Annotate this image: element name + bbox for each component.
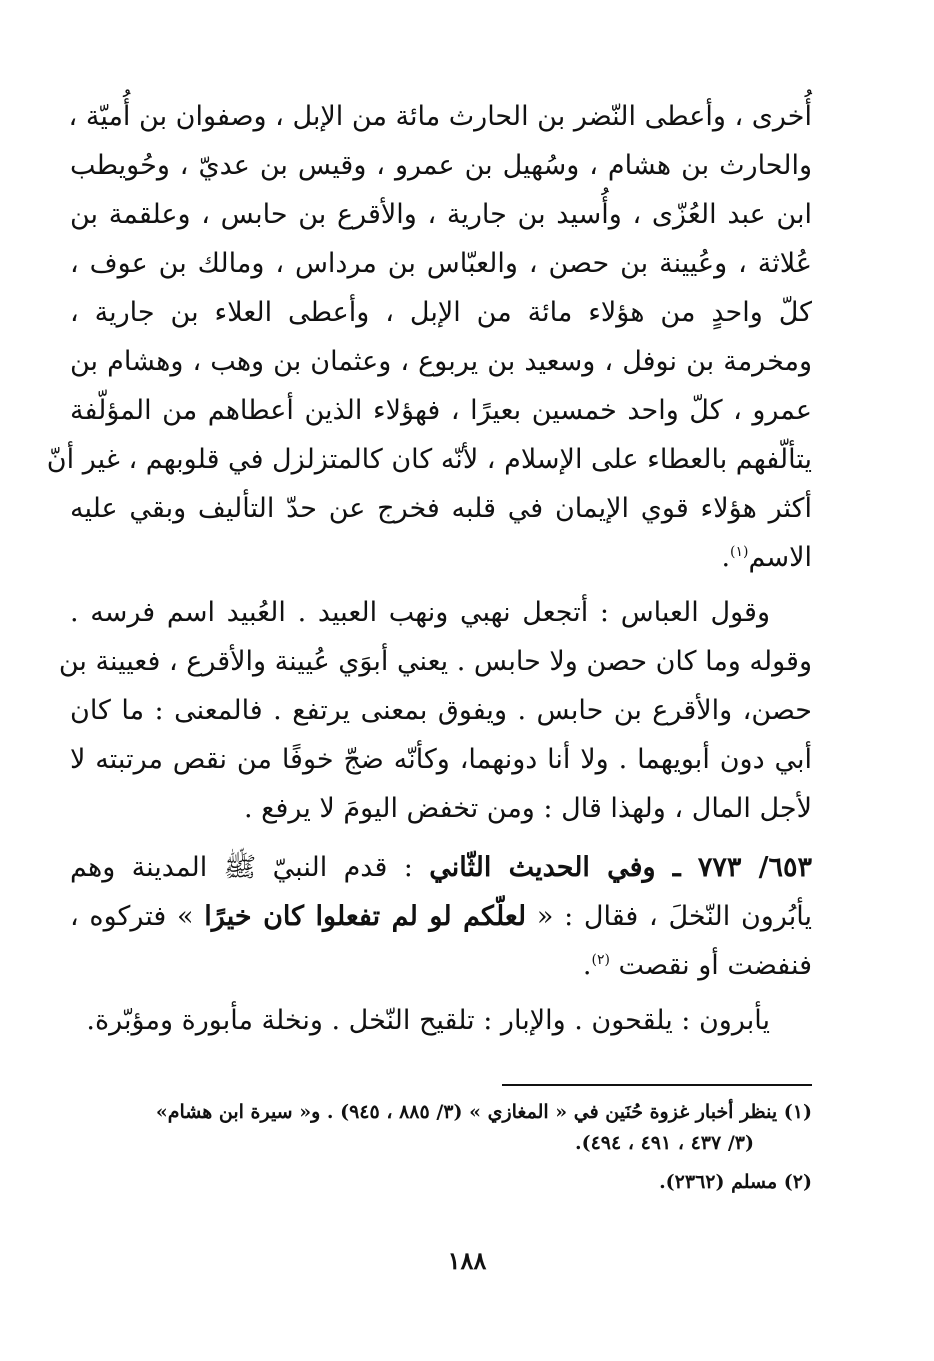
paragraph-3: [70, 996, 812, 1045]
text-line: [70, 892, 812, 941]
text-line: ومخرمة بن نوفل ، وسعيد بن يربوع ، وعثمان بن وهب ، وهشام بن: [70, 346, 812, 377]
footnotes: [90, 1097, 812, 1198]
footnote-marker: (١): [730, 544, 749, 560]
footnote-line: (٣/ ٤٣٧ ، ٤٩١ ، ٤٩٤).: [574, 1132, 754, 1154]
text-fragment: الاسم: [748, 542, 812, 573]
text-line: حصن، والأقرع بن حابس . ويفوق بمعنى يرتفع . فالمعنى : ما كان: [70, 695, 812, 726]
text-line: كلّ واحدٍ من هؤلاء مائة من الإبل ، وأعطى العلاء بن جارية ،: [70, 297, 812, 328]
hadith-number-heading: ٦٥٣/ ٧٧٣ ـ وفي الحديث الثّاني: [429, 852, 813, 883]
text-line: عُلاثة ، وعُيينة بن حصن ، والعبّاس بن مرداس ، ومالك بن عوف ،: [70, 248, 812, 279]
text-line: أكثر هؤلاء قوي الإيمان في قلبه فخرج عن حدّ التأليف وبقي عليه: [70, 493, 812, 524]
text-line: يأبرون : يلقحون . والإبار : تلقيح النّخل . ونخلة مأبورة ومؤبّرة.: [86, 1005, 770, 1036]
text-line: أُخرى ، وأعطى النّضر بن الحارث مائة من الإبل ، وصفوان بن أُميّة ،: [68, 101, 812, 132]
text-line: وقوله وما كان حصن ولا حابس . يعني أبوَي عُيينة والأقرع ، فعيينة بن: [58, 646, 812, 677]
text-fragment: : قدم النبيّ ﷺ المدينة وهم: [70, 852, 430, 883]
text-fragment: .: [582, 950, 592, 981]
paragraph-2: [58, 588, 812, 833]
text-fragment: فنفضت أو نقصت: [609, 950, 812, 981]
paragraph-1: [46, 92, 812, 582]
text-line: ابن عبد العُزّى ، وأُسيد بن جارية ، والأقرع بن حابس ، وعلقمة بن: [70, 199, 812, 230]
footnote-divider: [502, 1084, 812, 1086]
text-fragment: يأبُرون النّخلَ ، فقال : «: [526, 901, 812, 932]
footnote-2: [90, 1167, 812, 1198]
main-text-block: [46, 92, 813, 1045]
text-line: [70, 843, 812, 892]
footnote-line: (٢) مسلم (٢٣٦٢).: [659, 1171, 812, 1193]
text-line: وقول العباس : أتجعل نهبي ونهب العبيد . العُبيد اسم فرسه .: [70, 597, 770, 628]
footnote-line: (١) ينظر أخبار غزوة حُنَين في « المغازي » (٣/ ٨٨٥ ، ٩٤٥) . و« سيرة ابن هشام»: [155, 1101, 812, 1123]
text-line: عمرو ، كلّ واحد خمسين بعيرًا ، فهؤلاء الذين أعطاهم من المؤلّفة: [70, 395, 812, 426]
text-line: يتألّفهم بالعطاء على الإسلام ، لأنّه كان كالمتزلزل في قلوبهم ، غير أنّ: [46, 444, 812, 475]
text-fragment: » فتركوه ،: [70, 901, 205, 932]
text-line: أبي دون أبويهما . ولا أنا دونهما، وكأنّه ضجّ خوفًا من نقص مرتبته لا: [70, 744, 812, 775]
page-number: ١٨٨: [447, 1246, 487, 1275]
text-line: [70, 533, 812, 582]
hadith-quote: لعلّكم لو لم تفعلوا كان خيرًا: [204, 901, 527, 932]
hadith-paragraph: [70, 843, 812, 990]
text-fragment: .: [721, 542, 731, 573]
footnote-marker: (٢): [591, 952, 610, 968]
text-line: لأجل المال ، ولهذا قال : ومن تخفض اليومَ لا يرفع .: [243, 793, 812, 824]
text-line: والحارث بن هشام ، وسُهيل بن عمرو ، وقيس بن عديّ ، وحُويطب: [70, 150, 812, 181]
text-line: [70, 941, 812, 990]
footnote-1: [90, 1097, 812, 1159]
